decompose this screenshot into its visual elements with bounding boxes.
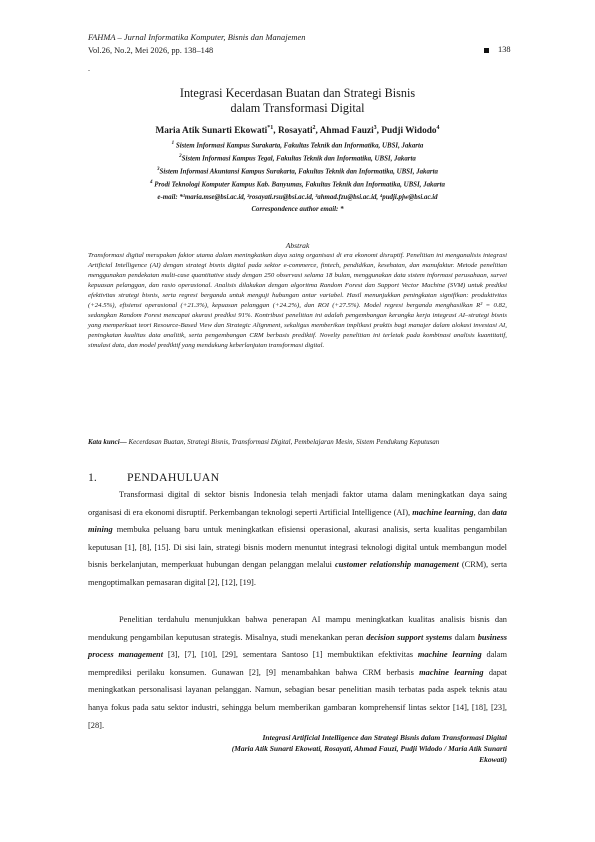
section-title: PENDAHULUAN: [127, 470, 220, 484]
affiliation-3: [88, 165, 507, 178]
emphasis-term: business process management: [88, 632, 508, 660]
emphasis-term: machine learning: [417, 650, 482, 660]
affiliation-text: Sistem Informasi Kampus Surakarta, Fakultas Teknik dan Informatika, UBSI, Jakarta: [175, 142, 424, 150]
emphasis-term: data mining: [88, 507, 507, 535]
affiliation-2: [88, 152, 507, 165]
author-sep: ,: [376, 126, 382, 137]
header-dot: .: [88, 64, 90, 73]
author-name: Maria Atik Sunarti Ekowati: [155, 126, 268, 137]
abstract-body: Transformasi digital merupakan faktor utama dalam meningkatkan daya saing organisasi di era ekonomi disruptif. Penelitian ini menganalisis integrasi Artificial Intelligence (AI) dengan strategi bisnis digital pada sektor e-commerce, fintech, pendidikan, kesehatan, dan manufaktur. Metode penelitian menggunakan pendekatan multi-case quantitative study dengan 250 observasi selama 18 bulan, menggunakan data sistem informasi perusahaan, survei kepuasan pelanggan, dan rasio operasional. Analisis dilakukan dengan algoritma Random Forest dan Support Vector Machine (SVM) untuk prediksi efektivitas strategi bisnis, serta regresi berganda untuk menguji hubungan antar variabel. Hasil menunjukkan peningkatan signifikan: produktivitas (+24.5%), efisiensi operasional (+21.3%), kepuasan pelanggan (+24.2%), dan ROI (+27.5%). Model regresi berganda menghasilkan R² = 0.82, sedangkan Random Forest mencapai akurasi prediksi 91%. Kontribusi penelitian ini adalah pengembangan kerangka kerja integrasi AI–strategi bisnis yang memperkuat teori Resource-Based View dan Strategic Alignment, sekaligus memberikan implikasi praktis bagi manajer dalam alokasi investasi AI, peningkatan kualitas data analitik, serta pengembangan CRM berbasis prediktif. Novelty penelitian ini terletak pada kombinasi analisis kuantitatif, simulasi data, dan model prediktif yang mendukung keberlanjutan transformasi digital.: [88, 252, 507, 350]
footer-line-1: Integrasi Artificial Intelligence dan Strategi Bisnis dalam Transformasi Digital: [262, 733, 507, 742]
affiliation-sup: 4: [150, 180, 153, 185]
affiliation-1: [88, 139, 507, 152]
paragraph-text: membuka peluang baru untuk meningkatkan efisiensi operasional, akurasi analisis, serta kualitas pengambilan keputusan [1], [8], [15]. Di sisi lain, strategi bisnis modern menuntut integrasi teknologi digital untuk membangun model bisnis berkelanjutan, memperkuat hubungan dengan pelanggan melalui: [88, 525, 507, 570]
affiliation-text: Prodi Teknologi Komputer Kampus Kab. Banyumas, Fakultas Teknik dan Informatika, UBSI, Jakarta: [154, 181, 445, 189]
paragraph-text: (CRM), serta mengoptimalkan pemasaran digital [2], [12], [19].: [88, 560, 507, 587]
footer-line-2: (Maria Atik Sunarti Ekowati, Rosayati, Ahmad Fauzi, Pudji Widodo / Maria Atik Sunarti: [231, 743, 507, 753]
affiliation-sup: 2: [179, 154, 182, 159]
author-list: [88, 125, 507, 136]
paragraph-text: , dan: [473, 507, 493, 517]
affiliation-sup: 1: [171, 141, 175, 146]
paragraph-text: Penelitian terdahulu menunjukkan bahwa penerapan AI mampu meningkatkan kualitas analisis bisnis dan mendukung pengambilan keputusan strategis. Misalnya, studi menekankan peran: [88, 615, 507, 642]
author-name: Ahmad Fauzi: [319, 126, 374, 137]
footer-line-3: Ekowati): [479, 754, 507, 764]
author-sep: ,: [315, 126, 320, 137]
affiliation-4: [88, 178, 507, 191]
emphasis-term: decision support systems: [366, 632, 452, 642]
journal-name: FAHMA – Jurnal Informatika Komputer, Bisnis dan Manajemen: [88, 33, 306, 42]
affiliation-text: Sistem Informasi Kampus Tegal, Fakultas Teknik dan Informatika, UBSI, Jakarta: [181, 155, 416, 163]
author-name: Pudji Widodo: [381, 126, 437, 137]
paragraph-text: dapat meningkatkan personalisasi layanan pelanggan. Namun, sebagian besar penelitian masih terbatas pada aspek teknis atau hanya fokus pada satu sektor industri, sehingga belum memberikan gambaran komprehensif lintas sektor [14], [18], [23], [28].: [88, 667, 507, 730]
paragraph-text: Transformasi digital di sektor bisnis Indonesia telah menjadi faktor utama dalam meningkatkan daya saing organisasi di era ekonomi disruptif. Perkembangan teknologi seperti Artificial Intelligence (AI),: [88, 490, 507, 517]
author-sup: *1: [267, 125, 274, 131]
emphasis-term: machine learning: [412, 507, 474, 517]
paragraph-1: [88, 486, 507, 592]
emphasis-term: machine learning: [419, 667, 484, 677]
paragraph-2: [88, 611, 507, 734]
author-sup: 3: [373, 125, 377, 131]
paragraph-text: [3], [7], [10], [29], sementara Santoso [1] membuktikan efektivitas: [163, 650, 418, 660]
page-number: 138: [498, 45, 511, 54]
affiliation-sup: 3: [157, 167, 160, 172]
paragraph-text: dalam: [451, 632, 478, 642]
keywords: [88, 437, 507, 448]
paper-title-line-2: dalam Transformasi Digital: [230, 101, 365, 115]
affiliation-text: Sistem Informasi Akuntansi Kampus Surakarta, Fakultas Teknik dan Informatika, UBSI, Jakarta: [159, 168, 438, 176]
journal-volume: Vol.26, No.2, Mei 2026, pp. 138–148: [88, 46, 214, 55]
keywords-label: Kata kunci—: [88, 438, 127, 446]
page-footer: [88, 733, 507, 765]
section-number: 1.: [88, 470, 97, 484]
keywords-text: Kecerdasan Buatan, Strategi Bisnis, Transformasi Digital, Pembelajaran Mesin, Sistem Pendukung Keputusan: [126, 438, 440, 446]
author-sep: ,: [273, 126, 278, 137]
abstract-heading: Abstrak: [285, 241, 310, 250]
emphasis-term: customer relationship management: [335, 560, 459, 570]
paper-title-line-1: Integrasi Kecerdasan Buatan dan Strategi Bisnis: [179, 86, 416, 100]
author-sup: 4: [436, 125, 440, 131]
paragraph-text: dalam memprediksi perilaku konsumen. Gunawan [2], [9] menambahkan bahwa CRM berbasis: [88, 650, 507, 677]
correspondence-note: Correspondence author email: *: [251, 206, 344, 213]
black-square-icon: [484, 48, 489, 53]
email-list: e-mail: *¹maria.mse@bsi.ac.id, ²rosayati.rsu@bsi.ac.id, ³ahmad.fzu@bsi.ac.id, ⁴pudji.pjw@bsi.ac.id: [157, 194, 438, 201]
author-sup: 2: [312, 125, 316, 131]
author-name: Rosayati: [277, 126, 313, 137]
